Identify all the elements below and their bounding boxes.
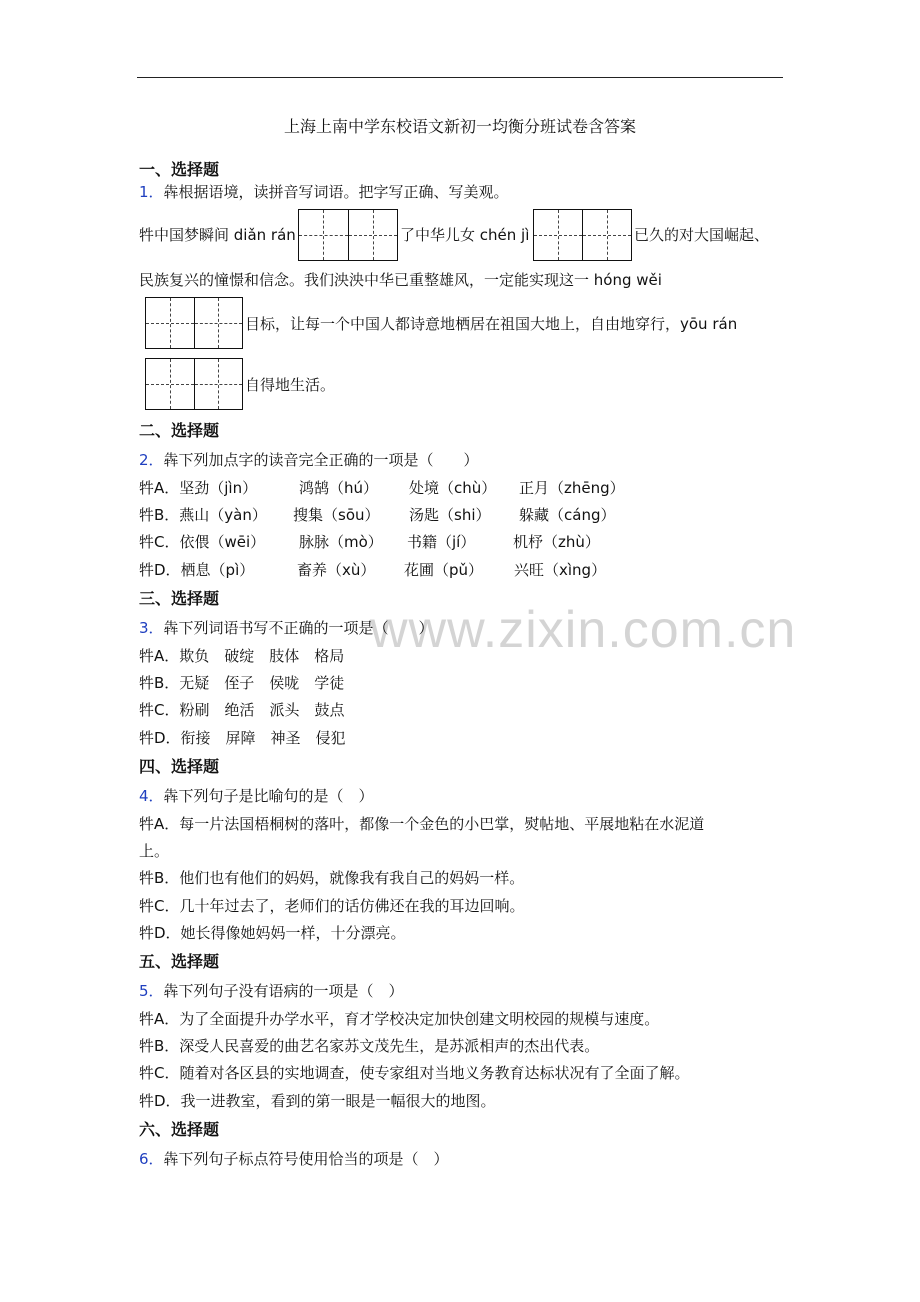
question-5-option-b[interactable]: 牪B．深受人民喜爱的曲艺名家苏文茂先生，是苏派相声的杰出代表。	[139, 1037, 600, 1055]
question-text: 犇下列句子是比喻句的是（ ）	[163, 787, 374, 805]
question-number: 6．	[139, 1150, 164, 1168]
question-2-option-a[interactable]	[139, 478, 625, 498]
option-word: 牪A．坚劲（jìn）	[139, 479, 258, 497]
question-1-line-4: 自得地生活。	[245, 376, 336, 394]
option-word: 鸿鹄（hú）	[299, 479, 379, 497]
page-title: 上海上南中学东校语文新初一均衡分班试卷含答案	[283, 117, 636, 136]
header-rule	[137, 77, 783, 78]
question-2-stem	[139, 450, 479, 470]
question-text: 犇下列加点字的读音完全正确的一项是（ ）	[163, 451, 479, 469]
question-4-option-c[interactable]: 牪C．几十年过去了，老师们的话仿佛还在我的耳边回响。	[139, 897, 525, 915]
option-word: 机杼（zhù）	[513, 533, 600, 551]
question-number: 3．	[139, 619, 164, 637]
question-text: 犇下列句子标点符号使用恰当的项是（ ）	[163, 1150, 449, 1168]
question-4-option-d[interactable]: 牪D．她长得像她妈妈一样，十分漂亮。	[139, 924, 406, 942]
question-number: 2．	[139, 451, 164, 469]
question-3-option-b[interactable]: 牪B．无疑 侄子 侯咙 学徒	[139, 674, 345, 692]
section-heading-3: 三、选择题	[139, 589, 220, 608]
grid-cell	[146, 298, 195, 348]
grid-cell	[195, 359, 243, 409]
option-word: 牪C．依偎（wēi）	[139, 533, 266, 551]
option-word: 兴旺（xìng）	[514, 561, 607, 579]
section-heading-5: 五、选择题	[139, 952, 220, 971]
question-1-line-1c: 已久的对大国崛起、	[634, 226, 770, 244]
question-3-stem	[139, 618, 434, 638]
answer-grid-youran[interactable]	[145, 358, 243, 410]
option-word: 牪D．栖息（pì）	[139, 561, 255, 579]
grid-cell	[146, 359, 195, 409]
option-word: 脉脉（mò）	[299, 533, 383, 551]
question-5-option-a[interactable]: 牪A．为了全面提升办学水平，育才学校决定加快创建文明校园的规模与速度。	[139, 1010, 660, 1028]
option-word: 畜养（xù）	[297, 561, 376, 579]
option-word: 处境（chù）	[409, 479, 497, 497]
question-2-option-c[interactable]	[139, 532, 600, 552]
section-heading-1: 一、选择题	[139, 160, 220, 179]
question-4-option-b[interactable]: 牪B．他们也有他们的妈妈，就像我有我自己的妈妈一样。	[139, 869, 525, 887]
section-heading-6: 六、选择题	[139, 1120, 220, 1139]
option-word: 牪B．燕山（yàn）	[139, 506, 267, 524]
question-3-option-c[interactable]: 牪C．粉刷 绝活 派头 鼓点	[139, 701, 345, 719]
answer-grid-hongwei[interactable]	[145, 297, 243, 349]
answer-grid-chenji[interactable]	[533, 209, 632, 261]
question-3-option-a[interactable]: 牪A．欺负 破绽 肢体 格局	[139, 647, 345, 665]
section-heading-2: 二、选择题	[139, 421, 220, 440]
option-word: 搜集（sōu）	[293, 506, 380, 524]
question-4-option-a-continued: 上。	[139, 842, 170, 860]
question-1-line-3: 目标，让每一个中国人都诗意地栖居在祖国大地上，自由地穿行，yōu rán	[245, 315, 738, 333]
question-2-option-d[interactable]	[139, 560, 606, 580]
question-4-option-a[interactable]: 牪A．每一片法国梧桐树的落叶，都像一个金色的小巴掌，熨帖地、平展地粘在水泥道	[139, 815, 705, 833]
question-1-line-1a: 牪中国梦瞬间 diǎn rán	[139, 226, 296, 244]
answer-grid-dianran[interactable]	[298, 209, 398, 261]
question-6-stem	[139, 1149, 449, 1169]
grid-cell	[299, 210, 349, 260]
grid-cell	[583, 210, 631, 260]
question-text: 犇下列词语书写不正确的一项是（ ）	[163, 619, 434, 637]
question-number: 5．	[139, 982, 164, 1000]
question-text: 犇根据语境，读拼音写词语。把字写正确、写美观。	[163, 183, 509, 201]
option-word: 正月（zhēng）	[519, 479, 625, 497]
option-word: 花圃（pǔ）	[404, 561, 484, 579]
section-heading-4: 四、选择题	[139, 757, 220, 776]
question-1-line-2: 民族复兴的憧憬和信念。我们泱泱中华已重整雄风，一定能实现这一 hóng wěi	[139, 271, 662, 289]
question-text: 犇下列句子没有语病的一项是（ ）	[163, 982, 404, 1000]
grid-cell	[534, 210, 583, 260]
option-word: 书籍（jí）	[407, 533, 476, 551]
question-1-stem	[139, 182, 509, 202]
question-5-option-c[interactable]: 牪C．随着对各区县的实地调查，使专家组对当地义务教育达标状况有了全面了解。	[139, 1064, 690, 1082]
grid-cell	[195, 298, 243, 348]
question-5-stem	[139, 981, 404, 1001]
option-word: 躲藏（cáng）	[519, 506, 616, 524]
watermark: www.zixin.com.cn	[370, 601, 797, 659]
question-3-option-d[interactable]: 牪D．衔接 屏障 神圣 侵犯	[139, 729, 346, 747]
option-word: 汤匙（shi）	[409, 506, 491, 524]
question-number: 1．	[139, 183, 164, 201]
question-2-option-b[interactable]	[139, 505, 615, 525]
question-4-stem	[139, 786, 374, 806]
question-number: 4．	[139, 787, 164, 805]
question-1-line-1b: 了中华儿女 chén jì	[400, 226, 530, 244]
grid-cell	[349, 210, 398, 260]
question-5-option-d[interactable]: 牪D．我一进教室，看到的第一眼是一幅很大的地图。	[139, 1092, 496, 1110]
